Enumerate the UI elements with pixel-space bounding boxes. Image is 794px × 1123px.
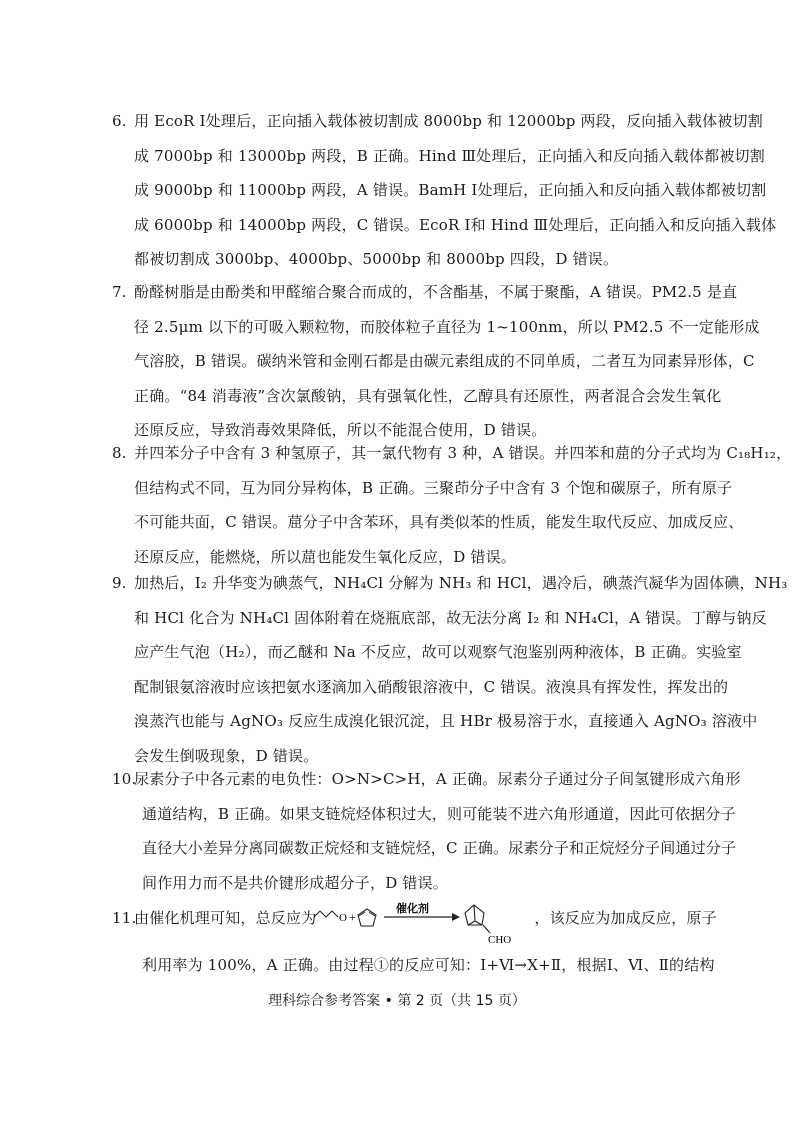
arrow-head bbox=[452, 913, 460, 921]
item-number: 11. bbox=[112, 909, 137, 927]
text-line: 但结构式不同，互为同分异构体，B 正确。三聚茚分子中含有 3 个饱和碳原子，所有原子 bbox=[134, 478, 733, 497]
text-line: 径 2.5μm 以下的可吸入颗粒物，而胶体粒子直径为 1~100nm，所以 PM2.5 不一定能形成 bbox=[134, 317, 760, 336]
text-segment: 由催化机理可知，总反应为 bbox=[134, 909, 317, 927]
text-line: 不可能共面，C 错误。䓛分子中含苯环，具有类似苯的性质，能发生取代反应、加成反应、 bbox=[134, 513, 744, 531]
acrolein-oxygen: O bbox=[339, 912, 347, 924]
item-number: 7. bbox=[112, 283, 127, 301]
text-line: 加热后，I₂ 升华变为碘蒸气，NH₄Cl 分解为 NH₃ 和 HCl，遇冷后，碘蒸汽凝华为固体碘，NH₃ bbox=[134, 574, 788, 592]
text-line: 气溶胶，B 错误。碳纳米管和金刚石都是由碳元素组成的不同单质，二者互为同素异形体，C bbox=[134, 352, 755, 370]
text-line: 溴蒸汽也能与 AgNO₃ 反应生成溴化银沉淀，且 HBr 极易溶于水，直接通入 AgNO₃ 溶液中 bbox=[134, 712, 758, 730]
text-line: 都被切割成 3000bp、4000bp、5000bp 和 8000bp 四段，D 错误。 bbox=[134, 250, 619, 268]
text-line: 正确。“84 消毒液”含次氯酸钠，具有强氧化性，乙醇具有还原性，两者混合会发生氧化 bbox=[134, 386, 722, 405]
text-line: 成 6000bp 和 14000bp 两段，C 错误。EcoR Ⅰ和 Hind Ⅲ处理后，正向插入和反向插入载体 bbox=[134, 215, 777, 234]
text-line: 直径大小差异分离同碳数正烷烃和支链烷烃，C 正确。尿素分子和正烷烃分子间通过分子 bbox=[142, 839, 737, 857]
item-number: 8. bbox=[112, 444, 127, 462]
item-number: 10. bbox=[112, 770, 137, 788]
item-number: 9. bbox=[112, 574, 127, 592]
text-line: 成 9000bp 和 11000bp 两段，A 错误。BamH Ⅰ处理后，正向插入和反向插入载体都被切割 bbox=[134, 181, 767, 199]
text-line: 通道结构，B 正确。如果支链烷烃体积过大，则可能装不进六角形通道，因此可依据分子 bbox=[142, 804, 736, 823]
answer-item-8 bbox=[112, 436, 792, 574]
text-line: 酚醛树脂是由酚类和甲醛缩合聚合而成的，不含酯基，不属于聚酯，A 错误。PM2.5 是直 bbox=[134, 283, 738, 301]
reaction-scheme bbox=[312, 901, 522, 947]
answer-item-10 bbox=[112, 762, 741, 900]
cyclopentadiene-structure bbox=[358, 909, 376, 926]
text-line: 和 HCl 化合为 NH₄Cl 固体附着在烧瓶底部，故无法分离 I₂ 和 NH₄Cl，A 错误。丁醇与钠反 bbox=[134, 608, 767, 627]
text-line: 并四苯分子中含有 3 种氢原子，其一氯代物有 3 种，A 错误。并四苯和䓛的分子式均为 C₁₈H₁₂， bbox=[134, 444, 792, 462]
text-line: 间作用力而不是共价键形成超分子，D 错误。 bbox=[142, 873, 448, 892]
text-line: 还原反应，导致消毒效果降低，所以不能混合使用，D 错误。 bbox=[134, 421, 547, 439]
item-number: 6. bbox=[112, 112, 127, 130]
answer-item-6 bbox=[112, 104, 777, 277]
acrolein-structure bbox=[314, 911, 338, 917]
norbornene-product-structure bbox=[465, 905, 490, 933]
text-line: 用 EcoR Ⅰ处理后，正向插入载体被切割成 8000bp 和 12000bp 两段，反向插入载体被切割 bbox=[134, 112, 763, 130]
text-line: 应产生气泡（H₂），而乙醚和 Na 不反应，故可以观察气泡鉴别两种液体，B 正确。实验室 bbox=[134, 643, 742, 661]
text-line: 配制银氨溶液时应该把氨水逐滴加入硝酸银溶液中，C 错误。液溴具有挥发性，挥发出的 bbox=[134, 677, 729, 696]
text-line: 利用率为 100%，A 正确。由过程①的反应可知：Ⅰ+Ⅵ→X+Ⅱ，根据Ⅰ、Ⅵ、Ⅱ的结构 bbox=[142, 955, 715, 974]
catalyst-label: 催化剂 bbox=[396, 902, 429, 915]
answer-item-7 bbox=[112, 275, 760, 448]
text-line: 成 7000bp 和 13000bp 两段，B 正确。Hind Ⅲ处理后，正向插入和反向插入载体都被切割 bbox=[134, 146, 765, 165]
text-line: 还原反应，能燃烧，所以䓛也能发生氧化反应，D 错误。 bbox=[134, 547, 516, 566]
plus-sign: + bbox=[349, 910, 356, 924]
text-segment: ，该反应为加成反应，原子 bbox=[534, 909, 717, 927]
aldehyde-group: CHO bbox=[488, 934, 512, 946]
text-line: 会发生倒吸现象，D 错误。 bbox=[134, 746, 319, 765]
text-line: 尿素分子中各元素的电负性：O>N>C>H，A 正确。尿素分子通过分子间氢键形成六角形 bbox=[134, 770, 741, 788]
answer-item-9 bbox=[112, 566, 788, 773]
page-footer: 理科综合参考答案 • 第 2 页（共 15 页） bbox=[268, 993, 526, 1009]
